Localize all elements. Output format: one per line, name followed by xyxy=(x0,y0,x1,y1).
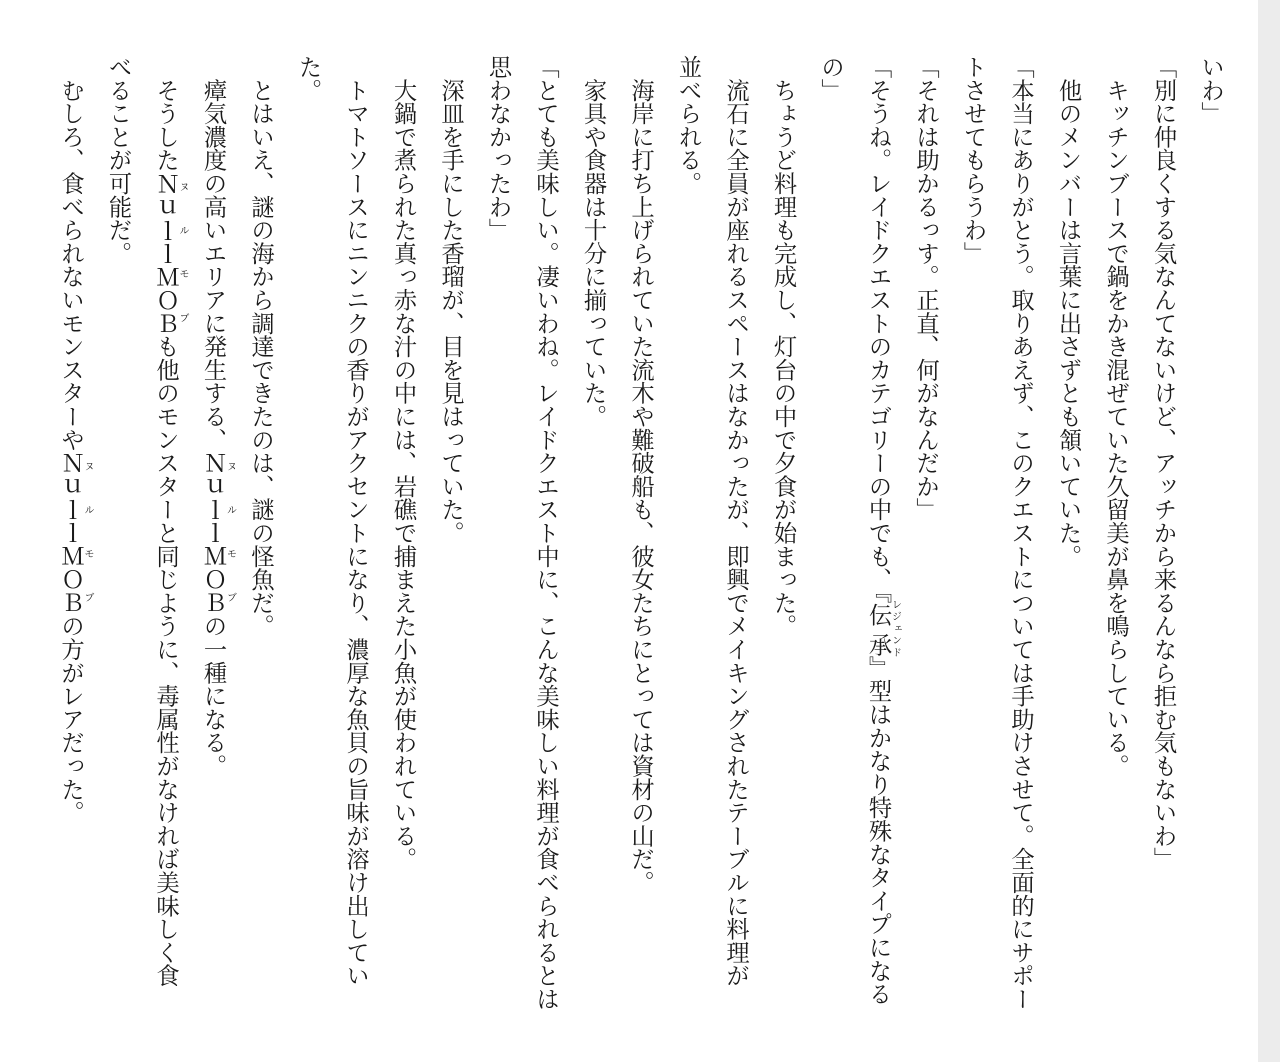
text-line: トさせてもらうわ」 xyxy=(959,55,987,265)
text-segment: も他のモンスターと同じように、毒属性がなければ美味しく食 xyxy=(152,334,179,988)
text-line: 「別に仲良くする気なんてないけど、アッチから来るんなら拒む気もないわ」 xyxy=(1149,55,1177,871)
text-line: の」 xyxy=(817,55,844,102)
text-line: 他のメンバーは言葉に出さずとも頷いていた。 xyxy=(1054,55,1082,568)
ruby-base: 伝承 xyxy=(864,599,892,660)
ruby-base: ＮｕｌｌＭＯＢ xyxy=(152,171,179,335)
text-line xyxy=(47,55,95,1030)
text-line: とはいえ、謎の海から調達できたのは、謎の怪魚だ。 xyxy=(247,55,274,638)
text-line: 流石に全員が座れるスペースはなかったが、即興でメイキングされたテーブルに料理が xyxy=(722,55,749,987)
ruby-reading: レジェンド xyxy=(889,599,901,660)
text-line: 並べられる。 xyxy=(674,55,702,195)
ruby-word xyxy=(199,451,236,615)
text-segment: 』型はかなり特殊なタイプになる xyxy=(864,655,892,1006)
text-line: 深皿を手にした香瑠が、目を見はっていた。 xyxy=(437,55,464,545)
vertical-text-body xyxy=(46,55,1234,1030)
ruby-base: ＮｕｌｌＭＯＢ xyxy=(57,451,84,615)
text-segment: の一種になる。 xyxy=(199,614,227,778)
text-line xyxy=(189,55,237,1030)
text-segment: 瘴気濃度の高いエリアに発生する、 xyxy=(199,55,227,452)
text-line: べることが可能だ。 xyxy=(104,55,132,265)
text-line: 大鍋で煮られた真っ赤な汁の中には、岩礁で捕まえた小魚が使われている。 xyxy=(389,55,417,871)
ruby-reading: ヌルモブ xyxy=(82,451,93,615)
text-line: トマトソースにニンニクの香りがアクセントになり、濃厚な魚貝の旨味が溶け出してい xyxy=(342,55,369,987)
text-line: 海岸に打ち上げられていた流木や難破船も、彼女たちにとっては資材の山だ。 xyxy=(627,55,654,894)
text-segment: 「そうね。レイドクエストのカテゴリーの中でも、『 xyxy=(864,55,892,603)
page-edge xyxy=(1258,0,1280,1062)
text-line: 「本当にありがとう。取りあえず、このクエストについては手助けさせて。全面的にサポー xyxy=(1007,55,1034,1011)
text-line: 思わなかったわ」 xyxy=(484,55,512,242)
text-line: た。 xyxy=(294,55,322,102)
ruby-word xyxy=(152,171,188,335)
text-segment: の方がレアだった。 xyxy=(57,614,84,824)
ruby-reading: ヌルモブ xyxy=(224,451,236,615)
text-line: 家具や食器は十分に揃っていた。 xyxy=(579,55,607,428)
text-line: キッチンブースで鍋をかき混ぜていた久留美が鼻を鳴らしている。 xyxy=(1102,55,1129,778)
text-segment: むしろ、食べられないモンスターや xyxy=(57,55,84,452)
ruby-word xyxy=(57,451,93,615)
ruby-base: ＮｕｌｌＭＯＢ xyxy=(199,451,227,615)
ruby-reading: ヌルモブ xyxy=(177,171,188,335)
text-line: ちょうど料理も完成し、灯台の中で夕食が始まった。 xyxy=(769,55,797,638)
text-line: いわ」 xyxy=(1197,55,1224,125)
text-line xyxy=(142,55,190,1030)
text-line: 「とても美味しい。凄いわね。レイドクエスト中に、こんな美味しい料理が食べられるとは xyxy=(532,55,559,1011)
text-line xyxy=(854,55,902,1030)
text-line: 「それは助かるっす。正直、何がなんだか」 xyxy=(912,55,939,521)
ruby-word xyxy=(864,599,901,660)
text-segment: そうした xyxy=(152,55,179,172)
